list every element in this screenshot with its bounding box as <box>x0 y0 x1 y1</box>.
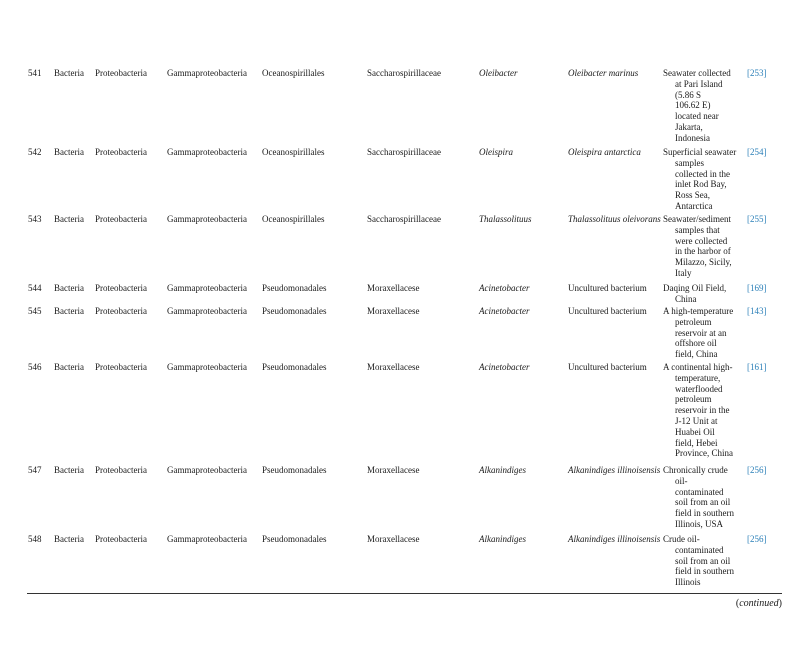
phylum-cell: Proteobacteria <box>95 465 147 475</box>
phylum-cell: Proteobacteria <box>95 283 147 293</box>
order-cell: Pseudomonadales <box>262 306 327 316</box>
family-cell: Moraxellacese <box>367 306 420 316</box>
reference-link[interactable]: [256] <box>747 534 767 544</box>
source-line: 106.62 E) <box>675 100 711 111</box>
domain-cell: Bacteria <box>54 147 84 157</box>
source-line: reservoir at an <box>675 327 727 338</box>
source-cell <box>663 147 743 212</box>
source-cell <box>663 68 743 144</box>
source-line: Antarctica <box>675 200 713 211</box>
species-cell: Oleibacter marinus <box>568 68 639 78</box>
source-line: A continental high- <box>663 362 733 372</box>
class-cell: Gammaproteobacteria <box>167 465 247 475</box>
source-cell <box>663 465 743 530</box>
source-line: Italy <box>675 267 692 278</box>
genus-cell: Alkanindiges <box>479 534 526 544</box>
source-cell <box>663 214 743 279</box>
genus-cell: Alkanindiges <box>479 465 526 475</box>
entry-number: 541 <box>28 68 42 78</box>
phylum-cell: Proteobacteria <box>95 214 147 224</box>
class-cell: Gammaproteobacteria <box>167 283 247 293</box>
source-line: Chronically crude <box>663 465 728 475</box>
species-cell: Thalassolituus oleivorans <box>568 214 661 224</box>
reference-link[interactable]: [254] <box>747 147 767 157</box>
source-line: were collected <box>675 235 728 246</box>
species-cell: Uncultured bacterium <box>568 283 647 293</box>
genus-cell: Oleibacter <box>479 68 518 78</box>
source-cell <box>663 362 743 459</box>
species-cell: Uncultured bacterium <box>568 306 647 316</box>
reference-link[interactable]: [161] <box>747 362 767 372</box>
source-line: Milazzo, Sicily, <box>675 257 732 268</box>
source-line: samples <box>675 157 704 168</box>
domain-cell: Bacteria <box>54 214 84 224</box>
source-line: (5.86 S <box>675 89 702 100</box>
source-cell <box>663 534 743 588</box>
source-line: petroleum <box>675 316 712 327</box>
phylum-cell: Proteobacteria <box>95 306 147 316</box>
family-cell: Moraxellacese <box>367 534 420 544</box>
entry-number: 542 <box>28 147 42 157</box>
family-cell: Saccharospirillaceae <box>367 214 441 224</box>
source-line: contaminated <box>675 486 724 497</box>
order-cell: Pseudomonadales <box>262 362 327 372</box>
class-cell: Gammaproteobacteria <box>167 147 247 157</box>
genus-cell: Acinetobacter <box>479 283 530 293</box>
reference-link[interactable]: [143] <box>747 306 767 316</box>
entry-number: 548 <box>28 534 42 544</box>
source-line: collected in the <box>675 168 730 179</box>
source-line: field, Hebei <box>675 437 718 448</box>
source-line: contaminated <box>675 544 724 555</box>
family-cell: Saccharospirillaceae <box>367 68 441 78</box>
source-line: A high-temperature <box>663 306 734 316</box>
source-line: oil- <box>675 475 688 486</box>
entry-number: 547 <box>28 465 42 475</box>
domain-cell: Bacteria <box>54 283 84 293</box>
source-line: Crude oil- <box>663 534 700 544</box>
family-cell: Moraxellacese <box>367 362 420 372</box>
source-line: Seawater/sediment <box>663 214 731 224</box>
source-line: Province, China <box>675 448 733 459</box>
entry-number: 546 <box>28 362 42 372</box>
reference-link[interactable]: [255] <box>747 214 767 224</box>
order-cell: Oceanospirillales <box>262 147 325 157</box>
source-line: Illinois <box>675 577 701 588</box>
source-cell <box>663 283 743 305</box>
source-line: temperature, <box>675 372 721 383</box>
source-line: Seawater collected <box>663 68 731 78</box>
phylum-cell: Proteobacteria <box>95 68 147 78</box>
source-line: samples that <box>675 224 720 235</box>
domain-cell: Bacteria <box>54 465 84 475</box>
domain-cell: Bacteria <box>54 68 84 78</box>
continued-note: (continued) <box>735 598 782 609</box>
source-line: Daqing Oil Field, <box>663 283 727 293</box>
family-cell: Moraxellacese <box>367 283 420 293</box>
source-line: Jakarta, <box>675 121 703 132</box>
phylum-cell: Proteobacteria <box>95 147 147 157</box>
source-cell <box>663 306 743 360</box>
order-cell: Pseudomonadales <box>262 283 327 293</box>
class-cell: Gammaproteobacteria <box>167 306 247 316</box>
source-line: J-12 Unit at <box>675 415 718 426</box>
source-line: field, China <box>675 349 718 360</box>
order-cell: Oceanospirillales <box>262 68 325 78</box>
source-line: waterflooded <box>675 383 723 394</box>
order-cell: Pseudomonadales <box>262 465 327 475</box>
order-cell: Oceanospirillales <box>262 214 325 224</box>
source-line: China <box>675 293 697 304</box>
class-cell: Gammaproteobacteria <box>167 362 247 372</box>
reference-link[interactable]: [256] <box>747 465 767 475</box>
source-line: Ross Sea, <box>675 190 711 201</box>
genus-cell: Acinetobacter <box>479 306 530 316</box>
entry-number: 545 <box>28 306 42 316</box>
source-line: field in southern <box>675 508 734 519</box>
class-cell: Gammaproteobacteria <box>167 214 247 224</box>
table-bottom-rule <box>27 593 782 594</box>
source-line: soil from an oil <box>675 497 731 508</box>
species-cell: Oleispira antarctica <box>568 147 641 157</box>
source-line: Huabei Oil <box>675 426 715 437</box>
domain-cell: Bacteria <box>54 362 84 372</box>
entry-number: 543 <box>28 214 42 224</box>
source-line: offshore oil <box>675 338 717 349</box>
family-cell: Saccharospirillaceae <box>367 147 441 157</box>
source-line: located near <box>675 111 719 122</box>
source-line: at Pari Island <box>675 78 723 89</box>
genus-cell: Oleispira <box>479 147 514 157</box>
species-cell: Alkanindiges illinoisensis <box>568 465 661 475</box>
source-line: Illinois, USA <box>675 518 724 529</box>
reference-link[interactable]: [253] <box>747 68 767 78</box>
domain-cell: Bacteria <box>54 534 84 544</box>
class-cell: Gammaproteobacteria <box>167 534 247 544</box>
species-cell: Alkanindiges illinoisensis <box>568 534 661 544</box>
source-line: Superficial seawater <box>663 147 737 157</box>
genus-cell: Acinetobacter <box>479 362 530 372</box>
family-cell: Moraxellacese <box>367 465 420 475</box>
reference-link[interactable]: [169] <box>747 283 767 293</box>
domain-cell: Bacteria <box>54 306 84 316</box>
source-line: petroleum <box>675 394 712 405</box>
phylum-cell: Proteobacteria <box>95 534 147 544</box>
continued-label: continued <box>739 598 779 609</box>
genus-cell: Thalassolituus <box>479 214 532 224</box>
source-line: reservoir in the <box>675 405 730 416</box>
species-cell: Uncultured bacterium <box>568 362 647 372</box>
source-line: soil from an oil <box>675 555 731 566</box>
class-cell: Gammaproteobacteria <box>167 68 247 78</box>
order-cell: Pseudomonadales <box>262 534 327 544</box>
source-line: inlet Rod Bay, <box>675 179 727 190</box>
phylum-cell: Proteobacteria <box>95 362 147 372</box>
source-line: in the harbor of <box>675 246 731 257</box>
entry-number: 544 <box>28 283 42 293</box>
source-line: Indonesia <box>675 132 710 143</box>
source-line: field in southern <box>675 566 734 577</box>
